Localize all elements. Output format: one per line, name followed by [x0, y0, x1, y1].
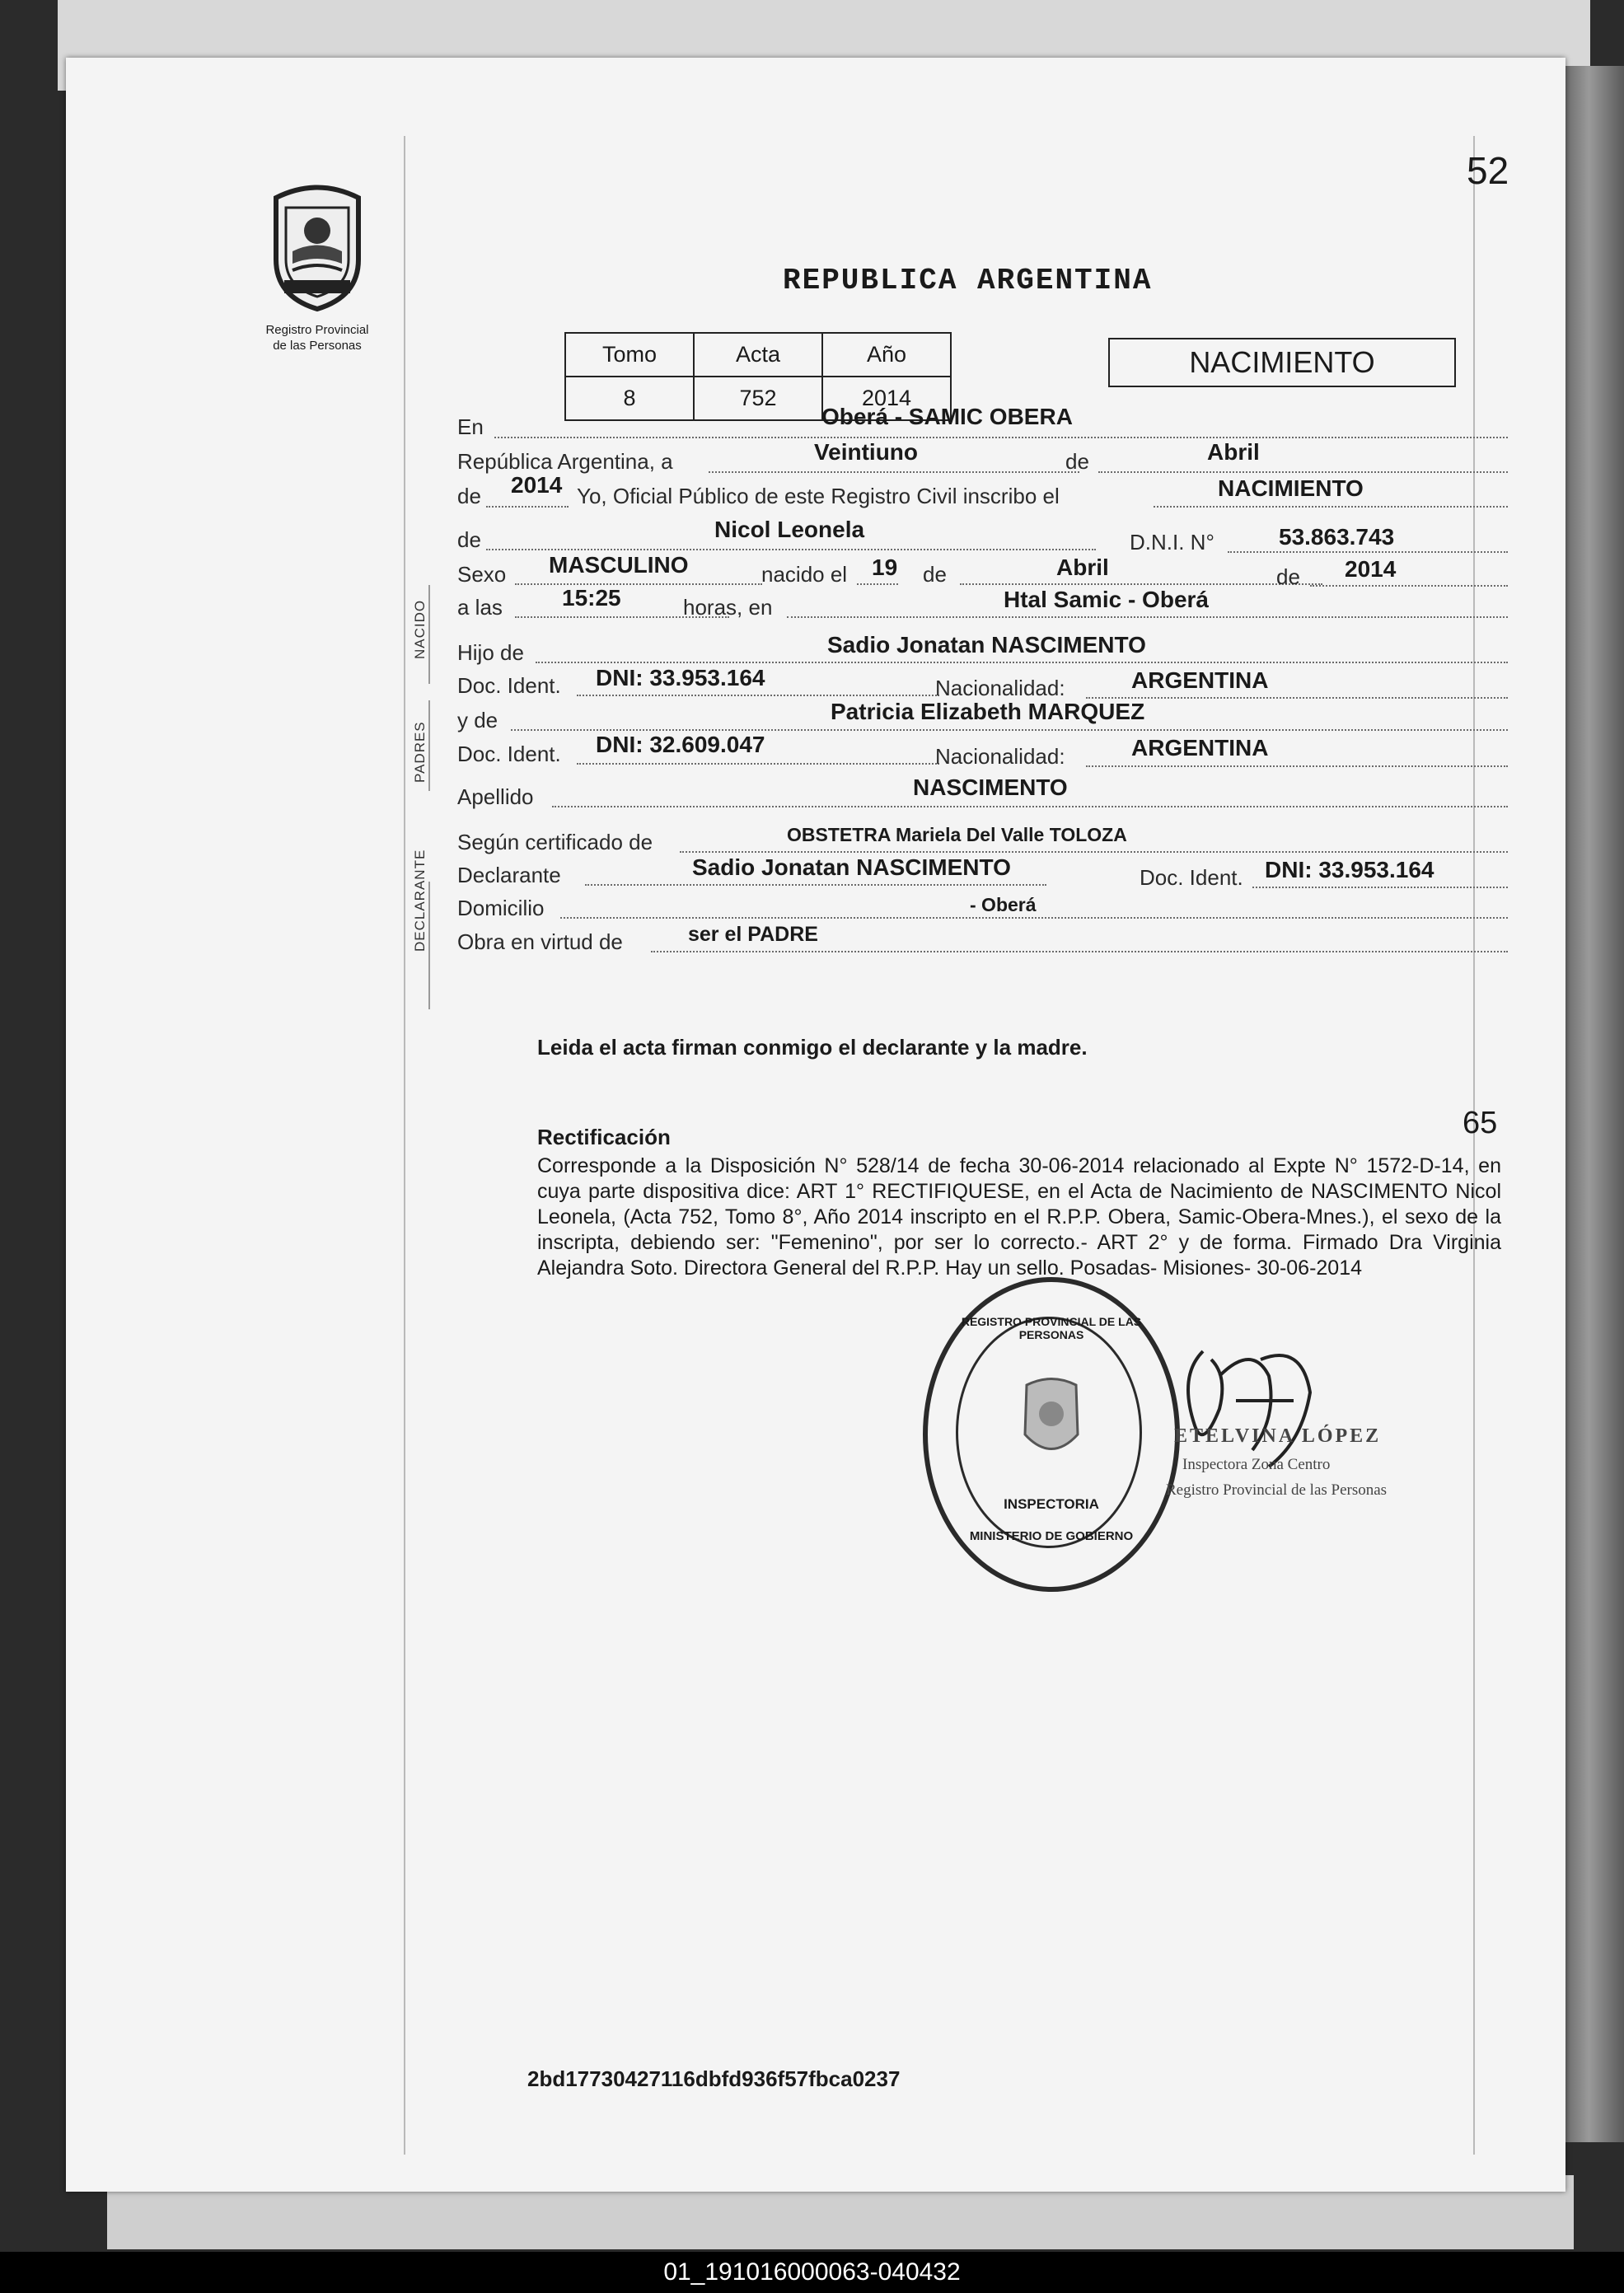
- label-doc-ident: Doc. Ident.: [457, 673, 561, 698]
- label-a-las: a las: [457, 595, 503, 620]
- dotted-line: [486, 506, 569, 508]
- official-seal: [923, 1277, 1180, 1592]
- section-divider-nacido: [428, 585, 430, 684]
- value-tipo-inscripcion: NACIMIENTO: [1218, 475, 1364, 501]
- value-madre: Patricia Elizabeth MARQUEZ: [831, 699, 1145, 724]
- value-anio-nacimiento: 2014: [1345, 556, 1397, 582]
- seal-bottom-text: MINISTERIO DE GOBIERNO: [969, 1529, 1134, 1543]
- signatory-name: ETELVINA LÓPEZ: [1174, 1425, 1382, 1447]
- value-dia-nacimiento: 19: [872, 555, 898, 580]
- dotted-line: [486, 549, 1096, 550]
- label-doc-ident: Doc. Ident.: [457, 742, 561, 766]
- label-sexo: Sexo: [457, 562, 507, 587]
- label-obra-en-virtud: Obra en virtud de: [457, 929, 623, 954]
- value-apellido: NASCIMENTO: [913, 774, 1068, 800]
- value-nombre: Nicol Leonela: [714, 517, 865, 542]
- dotted-line: [560, 917, 1508, 919]
- dotted-line: [680, 851, 1508, 853]
- document-hash: 2bd17730427116dbfd936f57fbca0237: [527, 2066, 901, 2091]
- label-nacionalidad: Nacionalidad:: [935, 744, 1065, 769]
- emblem: [239, 181, 395, 353]
- value-madre-doc: DNI: 32.609.047: [596, 732, 765, 757]
- value-lugar-nacimiento: Htal Samic - Oberá: [1004, 587, 1209, 612]
- dotted-line: [960, 583, 1322, 585]
- value-lugar: Oberá - SAMIC OBERA: [821, 404, 1073, 429]
- dotted-line: [577, 763, 939, 765]
- value-domicilio: - Oberá: [970, 894, 1037, 915]
- section-divider-declarante: [428, 882, 430, 1009]
- dotted-line: [552, 806, 1508, 807]
- dotted-line: [787, 616, 1508, 618]
- value-en-virtud: ser el PADRE: [688, 923, 818, 946]
- dotted-line: [1086, 765, 1508, 767]
- ref-value-anio: 2014: [822, 377, 951, 420]
- rectification-text: Corresponde a la Disposición N° 528/14 de fecha 30-06-2014 relacionado al Expte N° 1572-D-14, en cuya parte dispositiva dice: ART 1° RECTIFIQUESE, en el Acta de Nacimiento de NASCIMENTO Nicol Leonela, (Acta 752, Tomo 8°, Año 2014 inscripto en el R.P.P. Obera, Samic-Obera-Mnes.), el sexo de la inscripta, debiendo ser: "Femenino", por ser lo correcto.- ART 2° y de forma. Firmado Dra Virginia Alejandra Soto. Directora General del R.P.P. Hay un sello. Posadas- Misiones- 30-06-2014: [537, 1154, 1501, 1280]
- label-de: de: [457, 484, 481, 508]
- value-padre-doc: DNI: 33.953.164: [596, 665, 765, 690]
- label-dni: D.N.I. N°: [1130, 530, 1214, 555]
- value-certificado: OBSTETRA Mariela Del Valle TOLOZA: [787, 824, 1127, 845]
- label-republica: República Argentina, a: [457, 449, 673, 474]
- document-page: [66, 58, 1565, 2192]
- label-de: de: [457, 527, 481, 552]
- binder-edge: [1565, 66, 1624, 2142]
- signatory-role: Inspectora Zona Centro: [1182, 1456, 1331, 1473]
- label-de: de: [923, 562, 947, 587]
- label-y-de: y de: [457, 708, 498, 732]
- side-label-nacido: NACIDO: [412, 599, 428, 659]
- dotted-line: [709, 471, 1079, 473]
- dotted-line: [1154, 506, 1508, 508]
- ref-header-acta: Acta: [694, 333, 822, 377]
- label-doc-ident: Doc. Ident.: [1140, 865, 1243, 890]
- dotted-line: [577, 695, 939, 696]
- value-mes-nacimiento: Abril: [1056, 555, 1109, 580]
- rectification-number: 65: [1463, 1106, 1498, 1140]
- side-label-declarante: DECLARANTE: [412, 849, 428, 952]
- seal-top-text: REGISTRO PROVINCIAL DE LAS PERSONAS: [961, 1315, 1142, 1341]
- dotted-line: [494, 437, 1508, 438]
- label-en: En: [457, 414, 484, 439]
- value-declarante-doc: DNI: 33.953.164: [1265, 857, 1434, 882]
- label-apellido: Apellido: [457, 784, 534, 809]
- value-declarante: Sadio Jonatan NASCIMENTO: [692, 854, 1011, 880]
- value-sexo: MASCULINO: [549, 552, 689, 578]
- dotted-line: [536, 662, 1508, 663]
- label-segun-certificado: Según certificado de: [457, 830, 653, 854]
- ref-header-anio: Año: [822, 333, 951, 377]
- emblem-caption: Registro Provincial de las Personas: [265, 323, 369, 353]
- label-yo-oficial: Yo, Oficial Público de este Registro Civil inscribo el: [577, 484, 1060, 508]
- dotted-line: [1098, 471, 1508, 473]
- value-dni-nacido: 53.863.743: [1279, 524, 1395, 550]
- side-label-padres: PADRES: [412, 721, 428, 783]
- label-hijo-de: Hijo de: [457, 640, 524, 665]
- value-padre-nacionalidad: ARGENTINA: [1131, 667, 1269, 693]
- value-mes: Abril: [1207, 439, 1260, 465]
- label-declarante: Declarante: [457, 863, 561, 887]
- label-domicilio: Domicilio: [457, 896, 545, 920]
- label-de: de: [1065, 449, 1089, 474]
- value-anio-inscripcion: 2014: [511, 472, 563, 498]
- provincial-shield-icon: [260, 181, 375, 313]
- dotted-line: [585, 884, 1046, 886]
- dotted-line: [511, 729, 1508, 731]
- document-title: REPUBLICA ARGENTINA: [783, 264, 1153, 297]
- signatory-org: Registro Provincial de las Personas: [1166, 1481, 1388, 1499]
- ref-value-acta: 752: [694, 377, 822, 420]
- value-hora: 15:25: [562, 585, 621, 611]
- page-number: 52: [1467, 149, 1509, 192]
- label-horas-en: horas, en: [683, 595, 773, 620]
- label-nacido-el: nacido el: [761, 562, 848, 587]
- label-nacionalidad: Nacionalidad:: [935, 676, 1065, 700]
- right-margin-line: [1473, 136, 1475, 2155]
- value-padre: Sadio Jonatan NASCIMENTO: [827, 632, 1146, 657]
- seal-emblem-icon: [1010, 1377, 1093, 1467]
- dotted-line: [515, 583, 762, 585]
- act-type-box: NACIMIENTO: [1108, 338, 1456, 387]
- dotted-line: [1252, 887, 1508, 888]
- dotted-line: [651, 951, 1508, 952]
- dotted-line: [857, 583, 898, 585]
- file-name-label: 01_191016000063-040432: [0, 2252, 1624, 2293]
- ref-value-tomo: 8: [565, 377, 694, 420]
- closing-statement: Leida el acta firman conmigo el declarante y la madre.: [537, 1035, 1088, 1060]
- label-de: de: [1276, 564, 1300, 589]
- section-divider-padres: [428, 700, 430, 791]
- seal-middle-text: INSPECTORIA: [1004, 1496, 1099, 1512]
- dotted-line: [1310, 585, 1508, 587]
- dotted-line: [1086, 697, 1508, 699]
- left-margin-line: [404, 136, 405, 2155]
- ref-header-tomo: Tomo: [565, 333, 694, 377]
- rectification-heading: Rectificación: [537, 1125, 671, 1149]
- value-madre-nacionalidad: ARGENTINA: [1131, 735, 1269, 760]
- value-dia-texto: Veintiuno: [814, 439, 918, 465]
- dotted-line: [1228, 551, 1508, 553]
